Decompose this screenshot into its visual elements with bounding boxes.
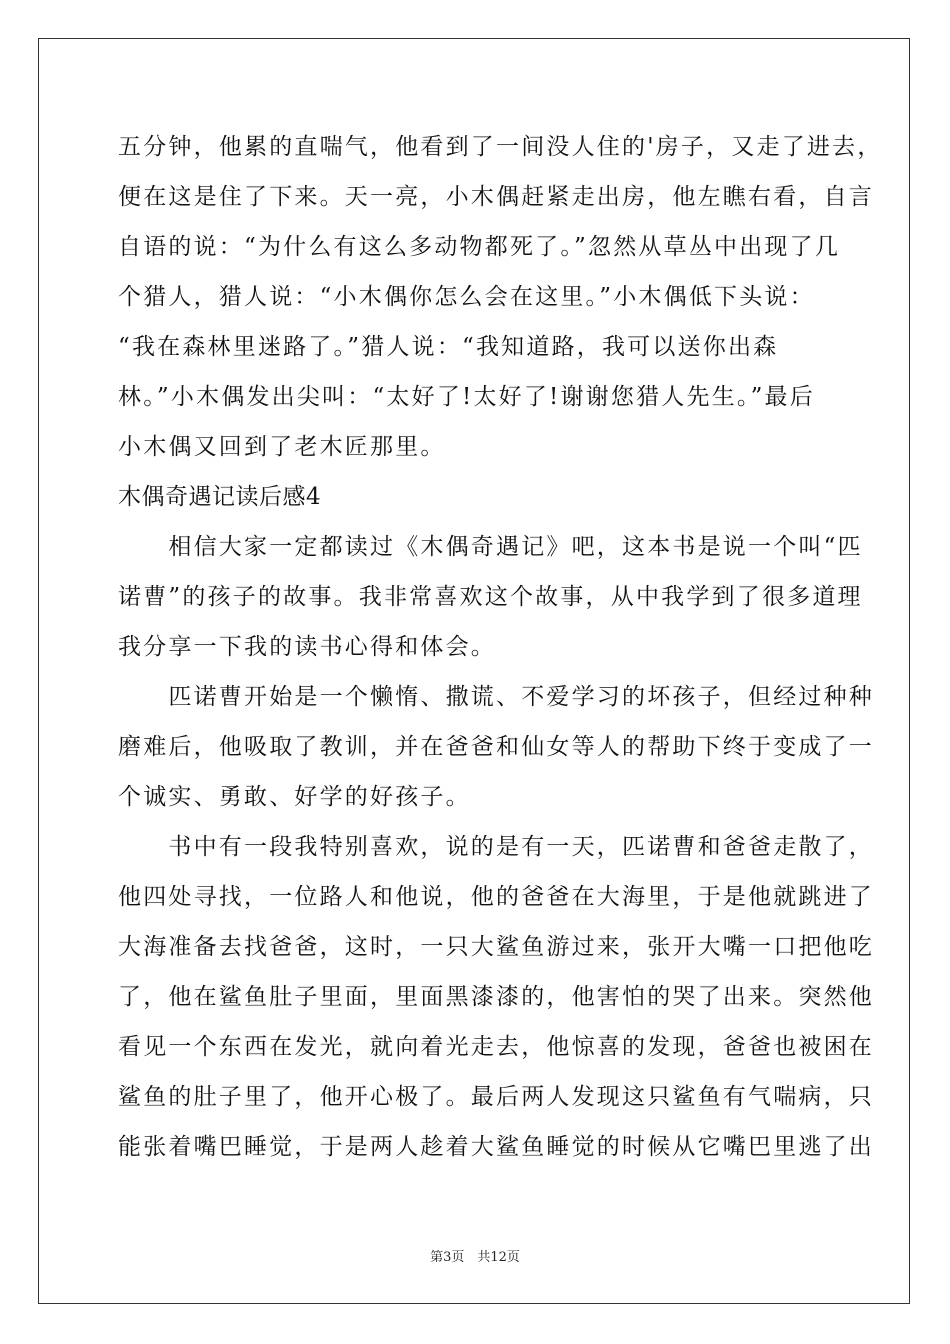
text-line: 个诚实、勇敢、好学的好孩子。	[118, 784, 471, 810]
text-line: 了，他在鲨鱼肚子里面，里面黑漆漆的，他害怕的哭了出来。突然他	[118, 984, 874, 1010]
text-line: 相信大家一定都读过《木偶奇遇记》吧，这本书是说一个叫“匹	[118, 534, 863, 560]
text-line: 能张着嘴巴睡觉，于是两人趁着大鲨鱼睡觉的时候从它嘴巴里逃了出	[118, 1134, 874, 1160]
text-line: 鲨鱼的肚子里了，他开心极了。最后两人发现这只鲨鱼有气喘病，只	[118, 1084, 874, 1110]
text-line: 书中有一段我特别喜欢，说的是有一天，匹诺曹和爸爸走散了，	[118, 834, 874, 860]
text-line: 便在这是住了下来。天一亮，小木偶赶紧走出房，他左瞧右看，自言	[118, 184, 874, 210]
page-number: 第3页 共12页	[430, 1250, 520, 1265]
text-line: 磨难后，他吸取了教训，并在爸爸和仙女等人的帮助下终于变成了一	[118, 734, 874, 760]
text-line: 个猎人，猎人说：“小木偶你怎么会在这里。”小木偶低下头说：	[118, 284, 815, 310]
text-line: 大海准备去找爸爸，这时，一只大鲨鱼游过来，张开大嘴一口把他吃	[118, 934, 874, 960]
text-line: “我在森林里迷路了。”猎人说：“我知道路，我可以送你出森	[118, 334, 779, 360]
text-line: 看见一个东西在发光，就向着光走去，他惊喜的发现，爸爸也被困在	[118, 1034, 874, 1060]
text-line: 匹诺曹开始是一个懒惰、撒谎、不爱学习的坏孩子，但经过种种	[118, 684, 874, 710]
text-line: 小木偶又回到了老木匠那里。	[118, 434, 446, 460]
text-line: 他四处寻找，一位路人和他说，他的爸爸在大海里，于是他就跳进了	[118, 884, 874, 910]
text-line: 五分钟，他累的直喘气，他看到了一间没人住的'房子，又走了进去，	[118, 134, 883, 160]
text-line: 我分享一下我的读书心得和体会。	[118, 634, 496, 660]
text-line: 自语的说：“为什么有这么多动物都死了。”忽然从草丛中出现了几	[118, 234, 841, 260]
text-line: 林。”小木偶发出尖叫：“太好了!太好了!谢谢您猎人先生。”最后	[118, 384, 815, 410]
section-title: 木偶奇遇记读后感4	[118, 484, 322, 510]
document-body	[118, 122, 883, 1172]
text-line: 诺曹”的孩子的故事。我非常喜欢这个故事，从中我学到了很多道理	[118, 584, 863, 610]
